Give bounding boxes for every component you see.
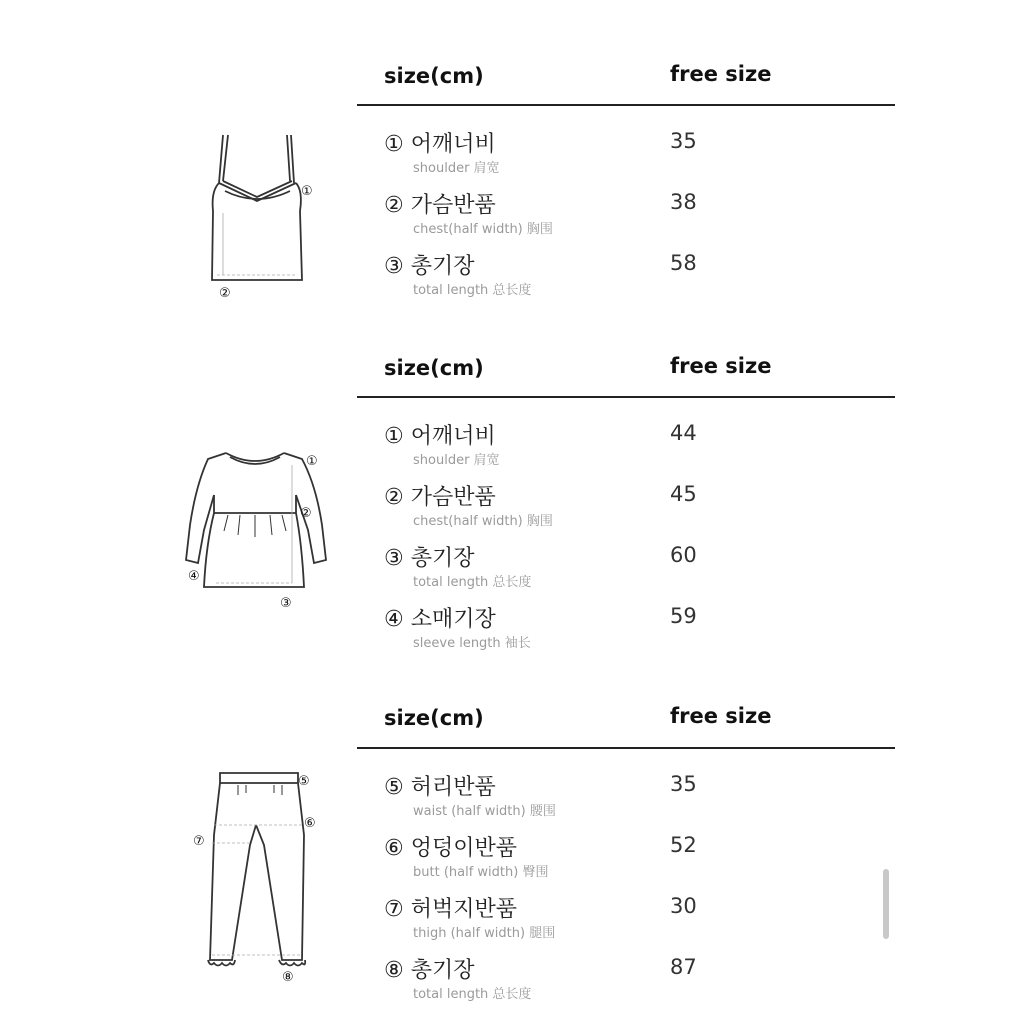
measurement-description: chest(half width) 胸围 — [413, 514, 553, 529]
marker-6: ⑥ — [304, 816, 316, 831]
measurement-description: butt (half width) 臀围 — [413, 865, 549, 880]
pants-illustration — [190, 765, 330, 990]
measurement-name: ④ 소매기장 — [384, 607, 496, 632]
scrollbar-thumb[interactable] — [883, 869, 889, 939]
size-row — [384, 953, 904, 1011]
measurement-value: 35 — [670, 129, 697, 153]
measurement-name: ⑤ 허리반품 — [384, 775, 496, 800]
marker-1: ① — [306, 454, 318, 469]
measurement-description: shoulder 肩宽 — [413, 453, 500, 468]
size-row — [384, 541, 904, 599]
measurement-description: shoulder 肩宽 — [413, 161, 500, 176]
size-row — [384, 831, 904, 889]
measurement-name: ① 어깨너비 — [384, 132, 496, 157]
measurement-value: 58 — [670, 251, 697, 275]
measurement-value: 35 — [670, 772, 697, 796]
size-header-label: size(cm) — [384, 706, 484, 730]
measurement-description: sleeve length 袖长 — [413, 636, 531, 651]
measurement-description: chest(half width) 胸围 — [413, 222, 553, 237]
size-row — [384, 419, 904, 477]
size-header-label: size(cm) — [384, 64, 484, 88]
camisole-illustration — [195, 125, 325, 305]
size-row — [384, 602, 904, 660]
measurement-value: 44 — [670, 421, 697, 445]
measurement-value: 59 — [670, 604, 697, 628]
size-row — [384, 892, 904, 950]
free-size-header-label: free size — [670, 354, 772, 378]
size-row — [384, 249, 904, 307]
marker-3: ③ — [280, 596, 292, 611]
measurement-description: total length 总长度 — [413, 987, 532, 1002]
marker-2: ② — [219, 286, 231, 301]
measurement-value: 45 — [670, 482, 697, 506]
measurement-description: total length 总长度 — [413, 283, 532, 298]
measurement-name: ⑦ 허벅지반품 — [384, 897, 517, 922]
measurement-value: 52 — [670, 833, 697, 857]
marker-1: ① — [301, 184, 313, 199]
header-divider — [357, 396, 895, 398]
free-size-header-label: free size — [670, 62, 772, 86]
size-row — [384, 770, 904, 828]
measurement-name: ② 가슴반품 — [384, 485, 496, 510]
marker-4: ④ — [188, 569, 200, 584]
measurement-value: 30 — [670, 894, 697, 918]
header-divider — [357, 747, 895, 749]
size-row — [384, 480, 904, 538]
marker-5: ⑤ — [298, 774, 310, 789]
long-sleeve-top-illustration — [180, 445, 330, 615]
marker-8: ⑧ — [282, 970, 294, 985]
measurement-description: thigh (half width) 腿围 — [413, 926, 556, 941]
marker-2: ② — [300, 506, 312, 521]
measurement-name: ② 가슴반품 — [384, 193, 496, 218]
measurement-value: 60 — [670, 543, 697, 567]
measurement-description: waist (half width) 腰围 — [413, 804, 556, 819]
measurement-name: ⑥ 엉덩이반품 — [384, 836, 517, 861]
free-size-header-label: free size — [670, 704, 772, 728]
marker-7: ⑦ — [193, 834, 205, 849]
measurement-name: ① 어깨너비 — [384, 424, 496, 449]
measurement-value: 87 — [670, 955, 697, 979]
size-header-label: size(cm) — [384, 356, 484, 380]
size-row — [384, 127, 904, 185]
measurement-name: ⑧ 총기장 — [384, 958, 475, 983]
size-row — [384, 188, 904, 246]
header-divider — [357, 104, 895, 106]
measurement-name: ③ 총기장 — [384, 254, 475, 279]
measurement-name: ③ 총기장 — [384, 546, 475, 571]
measurement-description: total length 总长度 — [413, 575, 532, 590]
measurement-value: 38 — [670, 190, 697, 214]
